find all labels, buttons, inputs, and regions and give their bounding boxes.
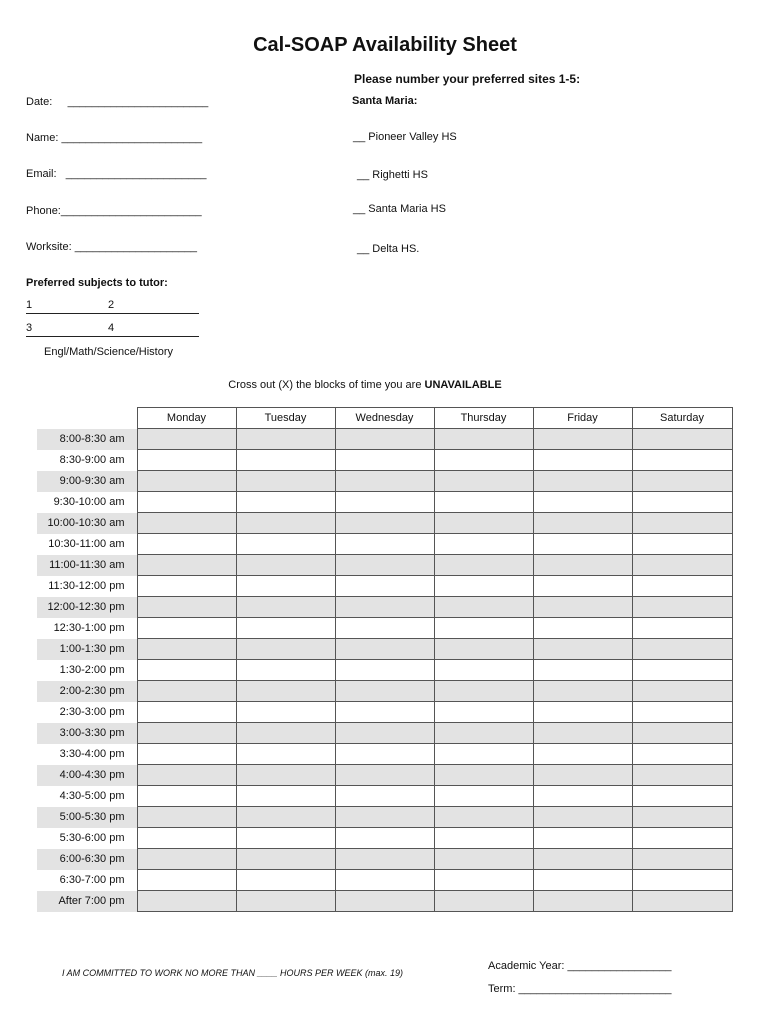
availability-cell-saturday[interactable]: [632, 618, 732, 639]
availability-cell-friday[interactable]: [533, 576, 632, 597]
time-row: [37, 891, 732, 912]
time-row: [37, 660, 732, 681]
availability-cell-wednesday[interactable]: [335, 534, 434, 555]
availability-cell-tuesday[interactable]: [236, 597, 335, 618]
availability-cell-friday[interactable]: [533, 702, 632, 723]
time-row: [37, 471, 732, 492]
subjects-heading: Preferred subjects to tutor:: [26, 277, 168, 289]
time-row: [37, 597, 732, 618]
time-slot-label: 10:00-10:30 am: [37, 513, 137, 534]
availability-cell-friday[interactable]: [533, 534, 632, 555]
availability-cell-wednesday[interactable]: [335, 450, 434, 471]
availability-cell-thursday[interactable]: [434, 849, 533, 870]
availability-cell-tuesday[interactable]: [236, 723, 335, 744]
subject-number-3: 3: [26, 322, 33, 334]
time-slot-label: 3:30-4:00 pm: [59, 748, 125, 760]
availability-cell-tuesday[interactable]: [236, 576, 335, 597]
availability-cell-monday[interactable]: [137, 576, 236, 597]
availability-cell-wednesday[interactable]: [335, 828, 434, 849]
availability-cell-monday[interactable]: [137, 534, 236, 555]
availability-cell-monday[interactable]: [137, 660, 236, 681]
time-slot-label: 9:00-9:30 am: [37, 471, 137, 492]
availability-cell-friday[interactable]: [533, 891, 632, 912]
availability-cell-tuesday[interactable]: [236, 681, 335, 702]
availability-cell-saturday[interactable]: [632, 639, 732, 660]
availability-cell-monday[interactable]: [137, 492, 236, 513]
availability-cell-monday[interactable]: [137, 891, 236, 912]
time-row: [37, 555, 732, 576]
availability-cell-tuesday[interactable]: [236, 702, 335, 723]
availability-cell-monday[interactable]: [137, 786, 236, 807]
time-slot-label: 5:00-5:30 pm: [37, 807, 137, 828]
availability-cell-saturday[interactable]: [632, 555, 732, 576]
availability-grid: [37, 407, 733, 912]
time-row: [37, 576, 732, 597]
availability-cell-friday[interactable]: [533, 828, 632, 849]
availability-cell-saturday[interactable]: [632, 450, 732, 471]
availability-cell-wednesday[interactable]: [335, 639, 434, 660]
availability-cell-monday[interactable]: [137, 744, 236, 765]
availability-cell-tuesday[interactable]: [236, 891, 335, 912]
availability-cell-saturday[interactable]: [632, 576, 732, 597]
time-row: [37, 618, 732, 639]
instructions-text: Cross out (X) the blocks of time you are: [228, 379, 425, 391]
availability-cell-thursday[interactable]: [434, 618, 533, 639]
availability-cell-wednesday[interactable]: [335, 513, 434, 534]
availability-cell-tuesday[interactable]: [236, 639, 335, 660]
availability-cell-friday[interactable]: [533, 660, 632, 681]
availability-cell-saturday[interactable]: [632, 513, 732, 534]
time-row: [37, 807, 732, 828]
availability-cell-saturday[interactable]: [632, 660, 732, 681]
time-row: [37, 534, 732, 555]
availability-cell-thursday[interactable]: [434, 450, 533, 471]
availability-cell-monday[interactable]: [137, 849, 236, 870]
availability-cell-wednesday[interactable]: [335, 429, 434, 450]
time-slot-label: 10:30-11:00 am: [48, 538, 125, 550]
availability-cell-wednesday[interactable]: [335, 492, 434, 513]
time-slot-label: 1:30-2:00 pm: [59, 664, 125, 676]
availability-cell-tuesday[interactable]: [236, 513, 335, 534]
date-field[interactable]: Date: _______________________: [26, 96, 209, 108]
availability-cell-thursday[interactable]: [434, 576, 533, 597]
site-santa-maria[interactable]: __ Santa Maria HS: [353, 203, 446, 215]
availability-cell-wednesday[interactable]: [335, 597, 434, 618]
availability-cell-saturday[interactable]: [632, 429, 732, 450]
day-header-saturday: Saturday: [632, 408, 732, 429]
time-slot-label: 11:30-12:00 pm: [48, 580, 125, 592]
availability-cell-wednesday[interactable]: [335, 471, 434, 492]
day-header-wednesday: Wednesday: [335, 408, 434, 429]
availability-cell-thursday[interactable]: [434, 828, 533, 849]
time-slot-label: 6:00-6:30 pm: [37, 849, 137, 870]
region-label: Santa Maria:: [352, 95, 418, 107]
availability-cell-friday[interactable]: [533, 807, 632, 828]
availability-cell-saturday[interactable]: [632, 849, 732, 870]
availability-cell-tuesday[interactable]: [236, 471, 335, 492]
day-header-tuesday: Tuesday: [236, 408, 335, 429]
availability-cell-friday[interactable]: [533, 471, 632, 492]
page-title: Cal-SOAP Availability Sheet: [253, 34, 517, 56]
grid-header-row: [37, 408, 732, 429]
grid-corner: [37, 408, 137, 429]
availability-cell-monday[interactable]: [137, 807, 236, 828]
subject-number-4: 4: [108, 322, 115, 334]
availability-cell-friday[interactable]: [533, 429, 632, 450]
time-row: [37, 639, 732, 660]
availability-cell-saturday[interactable]: [632, 471, 732, 492]
availability-cell-saturday[interactable]: [632, 891, 732, 912]
term-field[interactable]: Term: _________________________: [488, 983, 672, 995]
availability-cell-wednesday[interactable]: [335, 891, 434, 912]
availability-cell-tuesday[interactable]: [236, 765, 335, 786]
availability-cell-monday[interactable]: [137, 723, 236, 744]
time-row: [37, 849, 732, 870]
time-slot-label: 8:30-9:00 am: [59, 454, 125, 466]
availability-cell-thursday[interactable]: [434, 471, 533, 492]
commitment-note: I AM COMMITTED TO WORK NO MORE THAN ____ HOURS PER WEEK (max. 19): [62, 968, 404, 978]
availability-cell-monday[interactable]: [137, 471, 236, 492]
availability-cell-thursday[interactable]: [434, 723, 533, 744]
subject-row-2[interactable]: [26, 322, 199, 337]
availability-cell-monday[interactable]: [137, 870, 236, 891]
availability-cell-tuesday[interactable]: [236, 492, 335, 513]
availability-cell-thursday[interactable]: [434, 807, 533, 828]
preferred-sites-heading: Please number your preferred sites 1-5:: [354, 72, 581, 86]
availability-cell-tuesday[interactable]: [236, 450, 335, 471]
availability-cell-saturday[interactable]: [632, 744, 732, 765]
subject-number-2: 2: [108, 299, 115, 311]
availability-cell-monday[interactable]: [137, 702, 236, 723]
time-slot-label: 12:30-1:00 pm: [53, 622, 125, 634]
availability-cell-friday[interactable]: [533, 786, 632, 807]
availability-cell-thursday[interactable]: [434, 765, 533, 786]
availability-cell-tuesday[interactable]: [236, 849, 335, 870]
availability-cell-wednesday[interactable]: [335, 786, 434, 807]
time-row: [37, 513, 732, 534]
instructions: [0, 379, 730, 391]
availability-cell-thursday[interactable]: [434, 555, 533, 576]
time-row: [37, 828, 732, 849]
site-delta[interactable]: __ Delta HS.: [357, 243, 420, 255]
availability-cell-thursday[interactable]: [434, 534, 533, 555]
availability-cell-wednesday[interactable]: [335, 681, 434, 702]
instructions-emphasis: UNAVAILABLE: [424, 379, 502, 391]
availability-cell-wednesday[interactable]: [335, 849, 434, 870]
time-slot-label: 12:00-12:30 pm: [37, 597, 137, 618]
availability-cell-friday[interactable]: [533, 513, 632, 534]
availability-cell-monday[interactable]: [137, 639, 236, 660]
site-pioneer-valley[interactable]: __ Pioneer Valley HS: [353, 131, 457, 143]
availability-cell-tuesday[interactable]: [236, 786, 335, 807]
time-slot-label: 4:00-4:30 pm: [37, 765, 137, 786]
time-row: [37, 723, 732, 744]
time-row: [37, 702, 732, 723]
time-row: [37, 429, 732, 450]
availability-cell-monday[interactable]: [137, 429, 236, 450]
worksite-field[interactable]: Worksite: ____________________: [26, 241, 198, 253]
availability-cell-friday[interactable]: [533, 849, 632, 870]
time-slot-label: 2:00-2:30 pm: [37, 681, 137, 702]
time-slot-label: 9:30-10:00 am: [53, 496, 125, 508]
availability-cell-saturday[interactable]: [632, 702, 732, 723]
availability-cell-tuesday[interactable]: [236, 744, 335, 765]
availability-cell-thursday[interactable]: [434, 702, 533, 723]
time-slot-label: 5:30-6:00 pm: [59, 832, 125, 844]
availability-cell-tuesday[interactable]: [236, 555, 335, 576]
availability-cell-monday[interactable]: [137, 597, 236, 618]
availability-cell-monday[interactable]: [137, 765, 236, 786]
subject-options: Engl/Math/Science/History: [44, 346, 173, 358]
time-row: [37, 492, 732, 513]
availability-cell-thursday[interactable]: [434, 681, 533, 702]
availability-cell-saturday[interactable]: [632, 681, 732, 702]
site-righetti[interactable]: __ Righetti HS: [357, 169, 428, 181]
availability-cell-friday[interactable]: [533, 870, 632, 891]
day-header-monday: Monday: [137, 408, 236, 429]
availability-cell-wednesday[interactable]: [335, 765, 434, 786]
name-field[interactable]: Name: _______________________: [26, 132, 203, 144]
availability-cell-monday[interactable]: [137, 555, 236, 576]
day-header-thursday: Thursday: [434, 408, 533, 429]
availability-cell-saturday[interactable]: [632, 765, 732, 786]
time-row: [37, 681, 732, 702]
availability-cell-friday[interactable]: [533, 681, 632, 702]
time-slot-label: 2:30-3:00 pm: [59, 706, 125, 718]
time-slot-label: After 7:00 pm: [37, 891, 137, 912]
time-slot-label: 3:00-3:30 pm: [37, 723, 137, 744]
availability-cell-friday[interactable]: [533, 450, 632, 471]
day-header-friday: Friday: [533, 408, 632, 429]
phone-field[interactable]: Phone:_______________________: [26, 205, 202, 217]
time-row: [37, 870, 732, 891]
availability-cell-tuesday[interactable]: [236, 618, 335, 639]
availability-cell-thursday[interactable]: [434, 660, 533, 681]
time-slot-label: 11:00-11:30 am: [37, 555, 137, 576]
subject-row-1[interactable]: [26, 299, 199, 314]
availability-cell-wednesday[interactable]: [335, 744, 434, 765]
subject-number-1: 1: [26, 299, 33, 311]
time-slot-label: 1:00-1:30 pm: [37, 639, 137, 660]
availability-cell-monday[interactable]: [137, 828, 236, 849]
availability-cell-friday[interactable]: [533, 723, 632, 744]
email-field[interactable]: Email: _______________________: [26, 168, 207, 180]
availability-cell-friday[interactable]: [533, 492, 632, 513]
availability-cell-friday[interactable]: [533, 744, 632, 765]
time-row: [37, 786, 732, 807]
availability-cell-saturday[interactable]: [632, 786, 732, 807]
availability-cell-saturday[interactable]: [632, 723, 732, 744]
availability-cell-saturday[interactable]: [632, 870, 732, 891]
availability-cell-thursday[interactable]: [434, 429, 533, 450]
availability-cell-monday[interactable]: [137, 513, 236, 534]
time-slot-label: 8:00-8:30 am: [37, 429, 137, 450]
availability-cell-thursday[interactable]: [434, 786, 533, 807]
time-slot-label: 4:30-5:00 pm: [59, 790, 125, 802]
availability-cell-monday[interactable]: [137, 681, 236, 702]
availability-cell-wednesday[interactable]: [335, 702, 434, 723]
availability-cell-tuesday[interactable]: [236, 807, 335, 828]
availability-cell-saturday[interactable]: [632, 534, 732, 555]
availability-cell-tuesday[interactable]: [236, 429, 335, 450]
availability-cell-tuesday[interactable]: [236, 828, 335, 849]
availability-cell-monday[interactable]: [137, 618, 236, 639]
availability-cell-tuesday[interactable]: [236, 870, 335, 891]
availability-cell-wednesday[interactable]: [335, 807, 434, 828]
availability-cell-saturday[interactable]: [632, 492, 732, 513]
availability-cell-thursday[interactable]: [434, 513, 533, 534]
availability-cell-thursday[interactable]: [434, 597, 533, 618]
availability-cell-wednesday[interactable]: [335, 576, 434, 597]
availability-cell-tuesday[interactable]: [236, 660, 335, 681]
availability-cell-wednesday[interactable]: [335, 618, 434, 639]
time-row: [37, 744, 732, 765]
availability-cell-friday[interactable]: [533, 555, 632, 576]
availability-cell-friday[interactable]: [533, 639, 632, 660]
availability-cell-wednesday[interactable]: [335, 555, 434, 576]
availability-cell-wednesday[interactable]: [335, 870, 434, 891]
availability-cell-saturday[interactable]: [632, 807, 732, 828]
time-row: [37, 450, 732, 471]
time-row: [37, 765, 732, 786]
availability-cell-tuesday[interactable]: [236, 534, 335, 555]
availability-cell-saturday[interactable]: [632, 597, 732, 618]
time-slot-label: 6:30-7:00 pm: [59, 874, 125, 886]
availability-cell-thursday[interactable]: [434, 492, 533, 513]
availability-cell-wednesday[interactable]: [335, 723, 434, 744]
availability-cell-friday[interactable]: [533, 765, 632, 786]
availability-cell-wednesday[interactable]: [335, 660, 434, 681]
availability-cell-friday[interactable]: [533, 618, 632, 639]
availability-cell-thursday[interactable]: [434, 744, 533, 765]
availability-cell-thursday[interactable]: [434, 870, 533, 891]
availability-cell-monday[interactable]: [137, 450, 236, 471]
academic-year-field[interactable]: Academic Year: _________________: [488, 960, 672, 972]
availability-cell-thursday[interactable]: [434, 639, 533, 660]
availability-cell-thursday[interactable]: [434, 891, 533, 912]
availability-cell-saturday[interactable]: [632, 828, 732, 849]
availability-cell-friday[interactable]: [533, 597, 632, 618]
